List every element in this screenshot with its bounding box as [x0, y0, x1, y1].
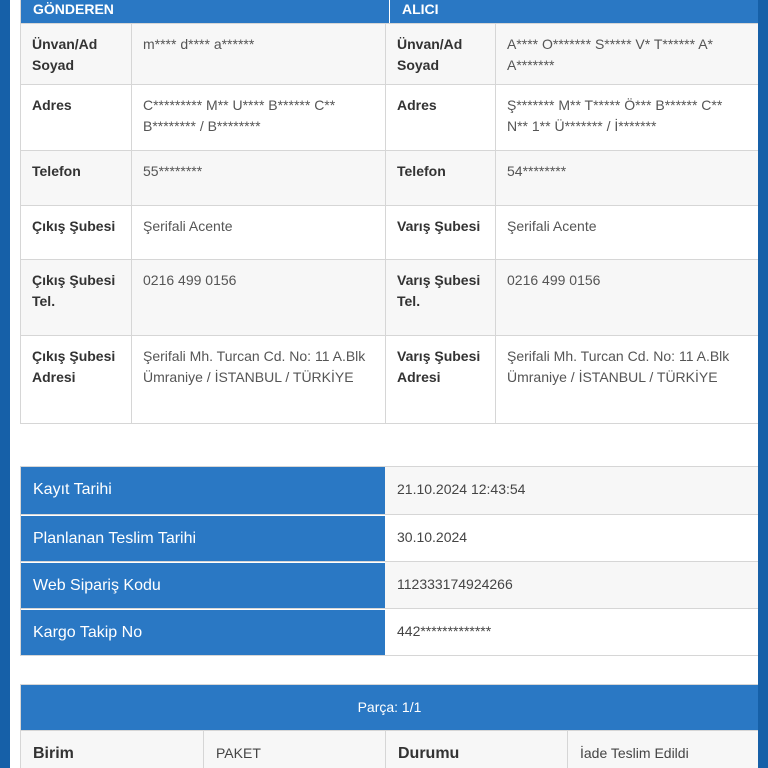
- receiver-address-label: Adres: [385, 85, 495, 150]
- sender-phone-value: 55********: [131, 151, 385, 205]
- sender-address-label: Adres: [32, 97, 72, 113]
- departure-branch-value: Şerifali Acente: [131, 206, 385, 259]
- status-value: İade Teslim Edildi: [567, 731, 749, 768]
- parties-header: [21, 0, 758, 23]
- sender-phone-label: Telefon: [32, 163, 81, 179]
- sender-address-value: C********* M** U**** B****** C** B******** / B********: [131, 85, 385, 150]
- info-row-planned-delivery: [21, 514, 758, 561]
- status-label: Durumu: [385, 731, 567, 768]
- info-row-tracking-number: [21, 608, 758, 655]
- sender-header: GÖNDEREN: [33, 1, 114, 17]
- parts-row: [21, 730, 758, 768]
- web-order-code-label: Web Sipariş Kodu: [21, 562, 385, 608]
- registration-date-value: 21.10.2024 12:43:54: [385, 467, 758, 514]
- arrival-branch-address-value: Şerifali Mh. Turcan Cd. No: 11 A.Blk Ümraniye / İSTANBUL / TÜRKİYE: [495, 336, 758, 423]
- arrival-branch-phone-value: 0216 499 0156: [495, 260, 758, 335]
- shipment-info-table: [20, 466, 758, 656]
- planned-delivery-value: 30.10.2024: [385, 515, 758, 561]
- departure-branch-address-value: Şerifali Mh. Turcan Cd. No: 11 A.Blk Ümraniye / İSTANBUL / TÜRKİYE: [131, 336, 385, 423]
- tracking-number-label: Kargo Takip No: [21, 609, 385, 655]
- receiver-header: ALICI: [389, 0, 758, 23]
- tracking-number-value: 442*************: [385, 609, 758, 655]
- departure-branch-phone-label: Çıkış Şubesi Tel.: [32, 272, 116, 309]
- info-row-web-order-code: [21, 561, 758, 608]
- registration-date-label: Kayıt Tarihi: [21, 467, 385, 514]
- receiver-name-label: Ünvan/Ad Soyad: [385, 24, 495, 84]
- receiver-phone-value: 54********: [495, 151, 758, 205]
- parties-table: [20, 0, 758, 424]
- parts-header: Parça: 1/1: [21, 685, 758, 730]
- info-row-registration-date: [21, 467, 758, 514]
- planned-delivery-label: Planlanan Teslim Tarihi: [21, 515, 385, 561]
- departure-branch-label: Çıkış Şubesi: [32, 218, 116, 234]
- receiver-name-value: A**** O******* S***** V* T****** A* A*******: [495, 24, 758, 84]
- sender-name-label: Ünvan/Ad Soyad: [32, 36, 98, 73]
- arrival-branch-address-label: Varış Şubesi Adresi: [385, 336, 495, 423]
- party-row-branch-address: [21, 335, 758, 423]
- party-row-phone: [21, 150, 758, 205]
- receiver-phone-label: Telefon: [385, 151, 495, 205]
- departure-branch-address-label: Çıkış Şubesi Adresi: [32, 348, 116, 385]
- page: [10, 0, 758, 768]
- web-order-code-value: 112333174924266: [385, 562, 758, 608]
- parts-table: [20, 684, 758, 768]
- party-row-address: [21, 84, 758, 150]
- party-row-branch: [21, 205, 758, 259]
- receiver-address-value: Ş******* M** T***** Ö*** B****** C** N** 1** Ü******* / İ*******: [495, 85, 758, 150]
- departure-branch-phone-value: 0216 499 0156: [131, 260, 385, 335]
- arrival-branch-label: Varış Şubesi: [385, 206, 495, 259]
- party-row-name: [21, 23, 758, 84]
- sender-name-value: m**** d**** a******: [131, 24, 385, 84]
- party-row-branch-phone: [21, 259, 758, 335]
- arrival-branch-value: Şerifali Acente: [495, 206, 758, 259]
- unit-value: PAKET: [203, 731, 385, 768]
- unit-label: Birim: [33, 745, 74, 762]
- arrival-branch-phone-label: Varış Şubesi Tel.: [385, 260, 495, 335]
